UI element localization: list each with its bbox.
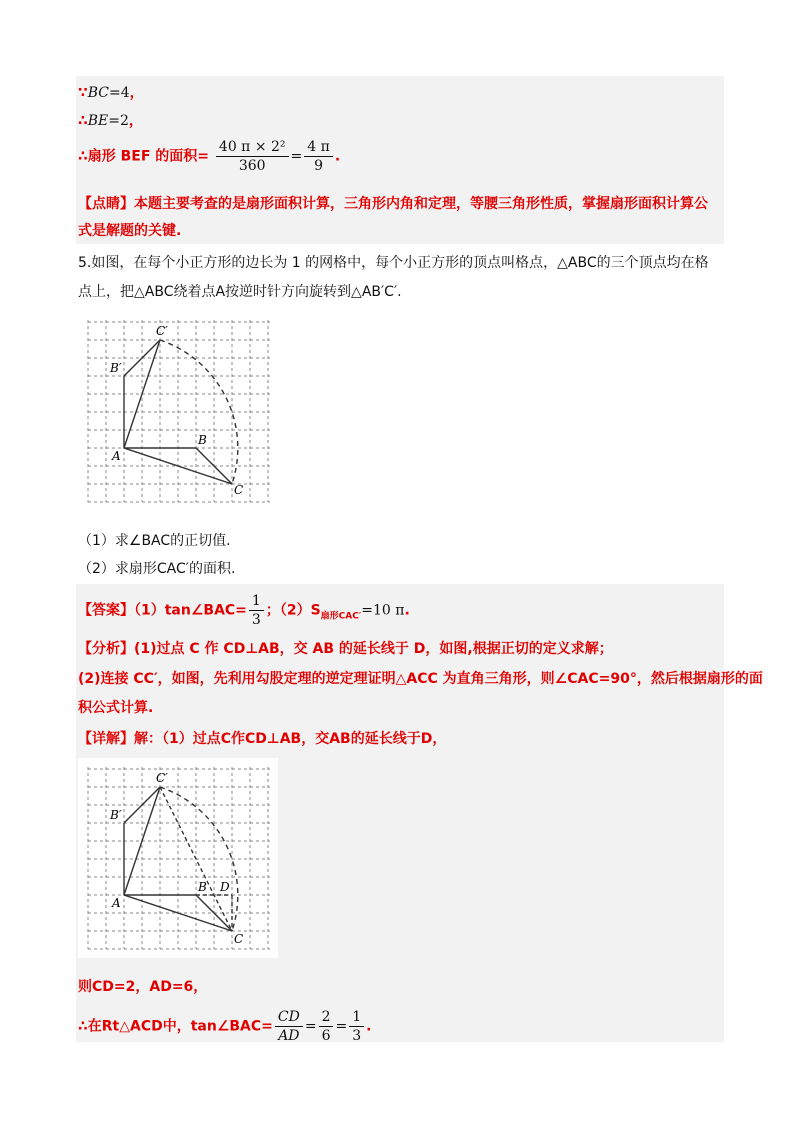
answer-tag: 【答案】 [78,602,134,619]
fraction-num: 40 π × 2² [216,138,289,157]
comment-line-2: 式是解题的关键. [78,223,182,239]
comment-line-1: 【点睛】本题主要考查的是扇形面积计算，三角形内角和定理，等腰三角形性质，掌握扇形面积计算公 [78,196,708,212]
fraction-den: AD [278,1028,300,1044]
fraction-1-3 [349,1008,364,1045]
label-d: D [220,880,230,894]
sector-area-label: ∴扇形 BEF 的面积= [78,148,210,165]
fraction-num: 1 [349,1008,364,1027]
fraction-den: 9 [314,158,323,174]
grid-lines [88,320,270,502]
fraction-den: 3 [251,612,261,628]
label-c-prime: C′ [156,771,168,785]
fraction-num: 4 π [304,138,333,157]
therefore-symbol: ∴ [78,113,88,129]
label-b: B [198,433,207,447]
fraction-num: 1 [249,592,264,611]
top-line-2 [78,110,143,130]
label-c-prime: C′ [156,324,168,338]
equals: = [290,148,303,165]
period: . [366,1018,372,1035]
equals: = [335,1018,348,1035]
grid-lines [88,767,270,949]
separator: ； [265,602,280,619]
label-c: C [234,483,244,497]
comma: ， [129,85,144,101]
problem-line-2: 点上，把△ABC绕着点A按逆时针方向旋转到△AB′C′. [78,284,402,300]
because-symbol: ∵ [78,85,88,101]
detail-line-1: 【详解】解：（1）过点C作CD⊥AB，交AB的延长线于D， [78,731,447,747]
eq-bc: =4 [109,85,130,101]
fraction-result [304,138,333,175]
comma: ， [128,113,143,129]
label-a: A [112,449,121,463]
expr-bc: BC [87,85,110,101]
label-b-prime: B′ [110,808,122,822]
equals: = [304,1018,317,1035]
answer-value: =10 π [361,602,405,619]
analysis-line-2: (2)连接 CC′，如图，先利用勾股定理的逆定理证明△ACC 为直角三角形，则∠CAC=90°，然后根据扇形的面 [78,671,763,687]
period: . [404,602,410,619]
period: . [334,148,341,165]
fraction-den: 360 [238,158,266,174]
detail-line-3 [78,1008,371,1045]
top-line-3 [78,138,340,175]
eq-be: =2 [108,113,129,129]
label-b: B [198,880,207,894]
expr-be: BE [87,113,109,129]
label-c: C [234,932,244,946]
fraction-2-6 [319,1008,334,1045]
detail-line-2: 则CD=2，AD=6， [78,979,208,995]
question-1: （1）求∠BAC的正切值. [78,533,231,549]
answer-line [78,592,410,629]
fraction-num: CD [275,1008,303,1027]
grid-figure-2 [78,758,278,958]
label-b-prime: B′ [110,361,122,375]
fraction-den: 6 [321,1028,331,1044]
answer-part-1: （1）tan∠BAC= [134,602,247,619]
analysis-line-3: 积公式计算. [78,700,154,716]
label-a: A [112,896,121,910]
fraction-cd-ad [275,1008,303,1045]
fraction-den: 3 [352,1028,362,1044]
top-line-1 [78,82,144,102]
answer-part-2: （2）S [279,602,321,619]
fraction-area [216,138,289,175]
tan-expression: ∴在Rt△ACD中，tan∠BAC= [78,1018,273,1035]
analysis-line-1: 【分析】(1)过点 C 作 CD⊥AB，交 AB 的延长线于 D，如图,根据正切的定义求解； [78,641,613,657]
question-2: （2）求扇形CAC′的面积. [78,561,236,577]
answer-subscript: 扇形CAC′ [320,611,362,622]
grid-figure-1 [86,318,272,504]
answer-fraction [249,592,264,629]
fraction-num: 2 [319,1008,334,1027]
problem-line-1: 5.如图，在每个小正方形的边长为 1 的网格中，每个小正方形的顶点叫格点，△ABC的三个顶点均在格 [78,255,709,271]
